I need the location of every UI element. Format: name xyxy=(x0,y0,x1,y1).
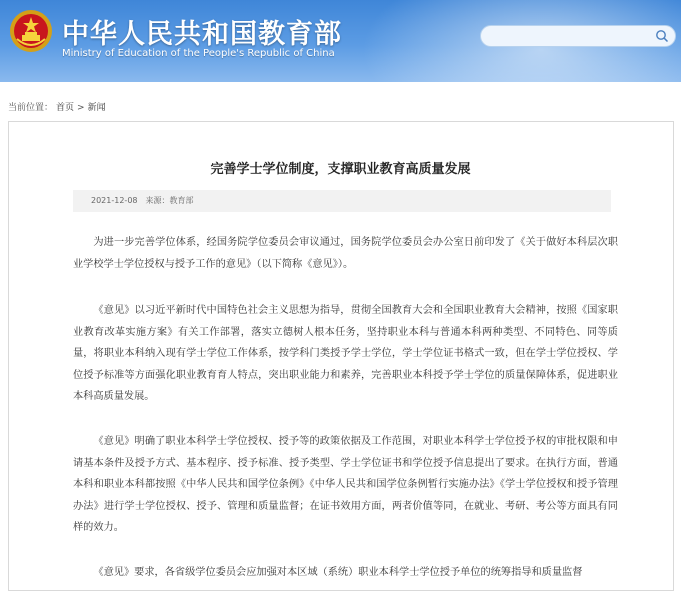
search-input[interactable] xyxy=(489,28,653,46)
article-paragraph: 为进一步完善学位体系，经国务院学位委员会审议通过，国务院学位委员会办公室日前印发了《关于做好本科层次职业学校学士学位授权与授予工作的意见》（以下简称《意见》）。 xyxy=(73,237,618,270)
breadcrumb-current[interactable]: 新闻 xyxy=(87,103,106,113)
article-paragraph: 《意见》明确了职业本科学士学位授权、授予等的政策依据及工作范围，对职业本科学士学位授予权的审批权限和申请基本条件及授予方式、基本程序、授予标准、授予类型、学士学位证书和学位授予信息提出了要求。在执行方面，普通本科和职业本科都按照《中华人民共和国学位条例》《中华人民共和国学位条例暂行实施办法》《学士学位授权和授予管理办法》进行学士学位授权、授予、管理和质量监督；在证书效用方面，两者价值等同，在就业、考研、考公等方面具有同样的效力。 xyxy=(73,436,618,533)
breadcrumb-label: 当前位置： xyxy=(8,103,54,113)
site-header xyxy=(0,0,681,82)
site-subtitle: Ministry of Education of the People's Republic of China xyxy=(62,48,335,59)
search-icon[interactable] xyxy=(655,29,669,43)
search-box xyxy=(480,25,676,47)
article-title: 完善学士学位制度，支撑职业教育高质量发展 xyxy=(210,162,471,177)
article-meta xyxy=(73,190,611,212)
site-title[interactable]: 中华人民共和国教育部 xyxy=(62,19,342,50)
breadcrumb-home-link[interactable]: 首页 xyxy=(56,103,75,113)
breadcrumb-separator: > xyxy=(77,103,85,113)
breadcrumb xyxy=(8,100,109,113)
article-date: 2021-12-08 xyxy=(91,196,138,205)
national-emblem-icon[interactable] xyxy=(9,9,53,53)
article-paragraph: 《意见》以习近平新时代中国特色社会主义思想为指导，贯彻全国教育大会和全国职业教育大会精神，按照《国家职业教育改革实施方案》有关工作部署，落实立德树人根本任务，坚持职业本科与普通本科两种类型、不同特色、同等质量，将职业本科纳入现有学士学位工作体系，按学科门类授予学士学位，学士学位证书格式一致，但在学士学位授权、学位授予标准等方面强化职业教育育人特点，突出职业能力和素养，完善职业本科授予学士学位的质量保障体系，促进职业本科高质量发展。 xyxy=(73,305,618,402)
article-paragraph: 《意见》要求，各省级学位委员会应加强对本区域（系统）职业本科学士学位授予单位的统筹指导和质量监督 xyxy=(93,567,583,578)
article-source: 来源：教育部 xyxy=(145,196,194,205)
